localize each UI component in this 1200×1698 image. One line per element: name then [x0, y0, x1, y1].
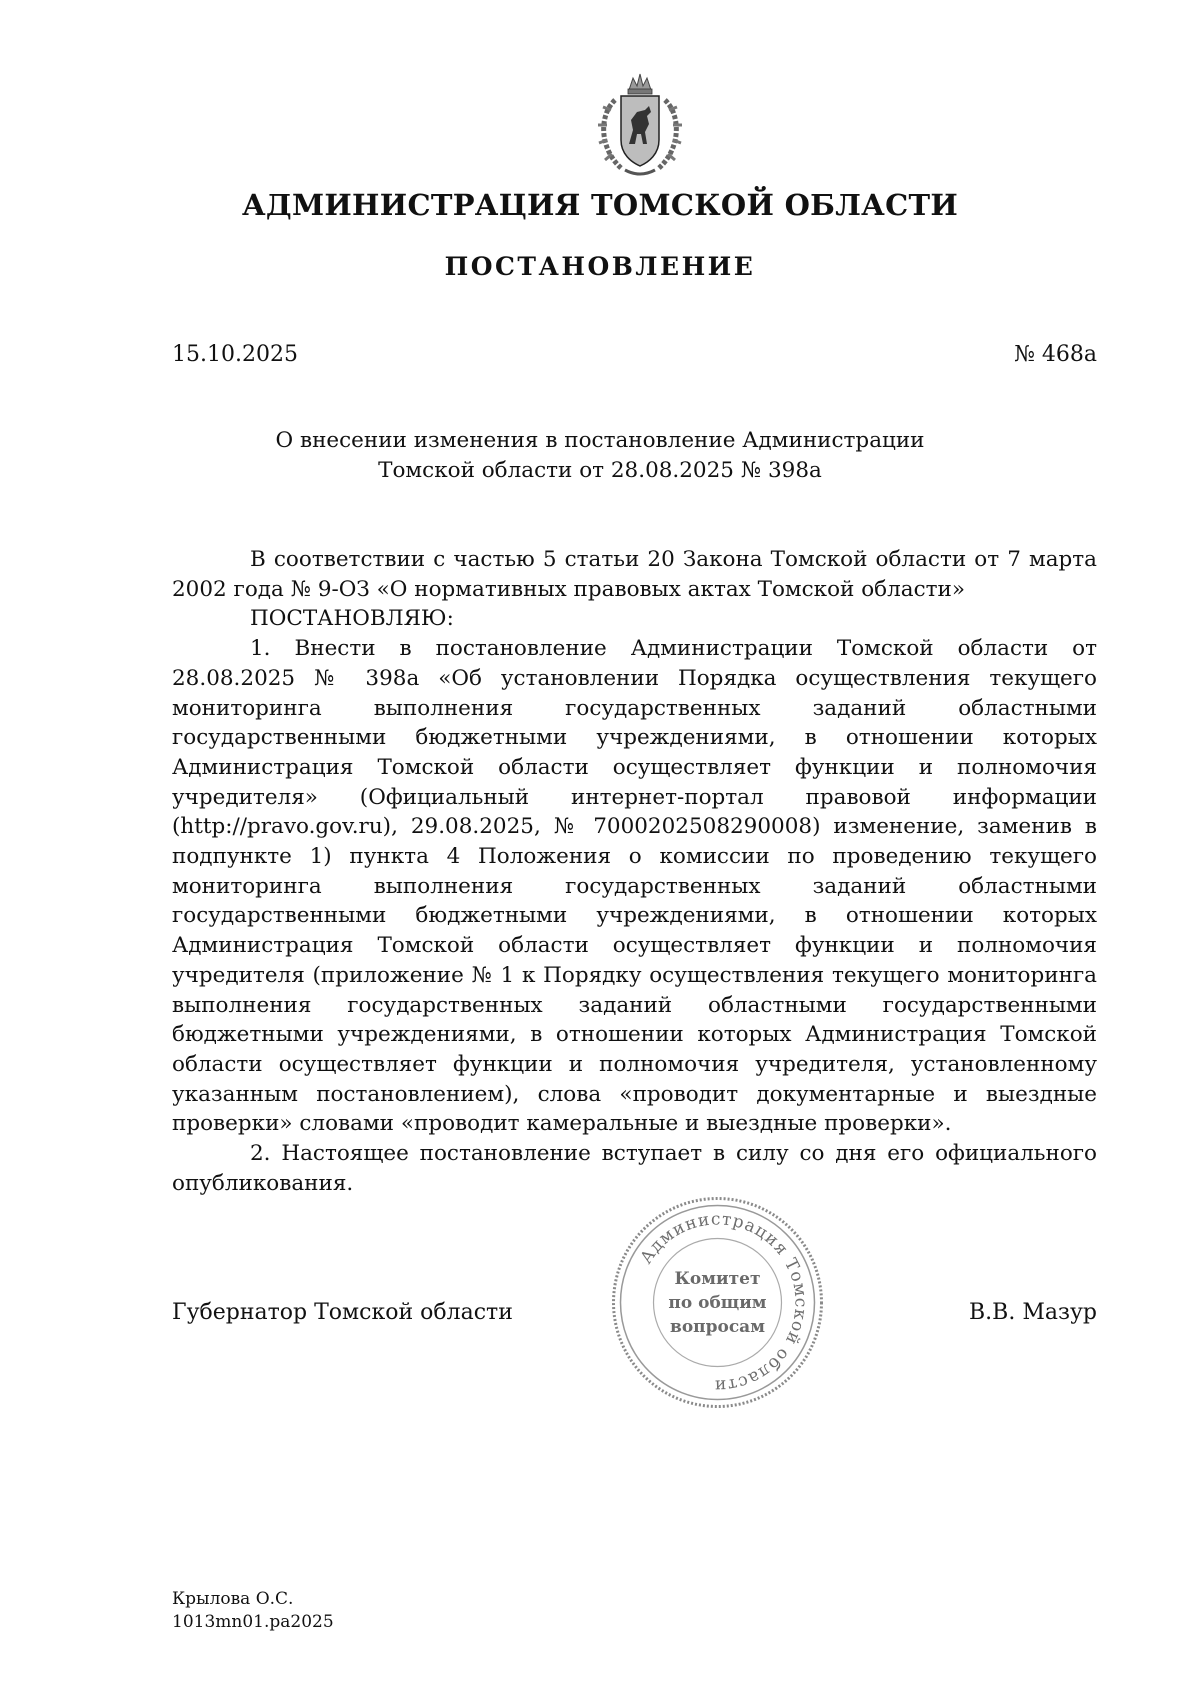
- stamp-center-line: Комитет: [674, 1269, 761, 1289]
- subject-line: Томской области от 28.08.2025 № 398а: [378, 458, 822, 483]
- signatory-name: В.В. Мазур: [969, 1300, 1097, 1325]
- coat-of-arms-icon: [585, 70, 695, 180]
- signatory-position: Губернатор Томской области: [172, 1300, 513, 1325]
- organization-title: АДМИНИСТРАЦИЯ ТОМСКОЙ ОБЛАСТИ: [241, 188, 959, 222]
- decree-word: ПОСТАНОВЛЯЮ:: [250, 606, 454, 632]
- item-paragraph: 1. Внести в постановление Администрации Томской области от 28.08.2025 № 398а «Об установлении Порядка осуществления текущего мониторинга выполнения государственных заданий областными государственными бюджетными учреждениями, в отношении которых Администрация Томской области осуществляет функции и полномочия учредителя» (Официальный интернет-портал правовой информации (http://pravo.gov.ru), 29.08.2025, № 7000202508290008) изменение, заменив в подпункте 1) пункта 4 Положения о комиссии по проведению текущего мониторинга выполнения государственных заданий областными государственными бюджетными учреждениями, в отношении которых Администрация Томской области осуществляет функции и полномочия учредителя (приложение № 1 к Порядку осуществления текущего мониторинга выполнения государственных заданий областными государственными бюджетными учреждениями, в отношении которых Администрация Томской области осуществляет функции и полномочия учредителя, установленному указанным постановлением), слова «проводит документарные и выездные проверки» словами «проводит камеральные и выездные проверки».: [172, 636, 1097, 1137]
- document-body: [172, 545, 1097, 1198]
- document-subject: [200, 426, 1000, 486]
- stamp-center-line: по общим: [668, 1293, 767, 1313]
- item-paragraph: 2. Настоящее постановление вступает в силу со дня его официального опубликования.: [172, 1141, 1097, 1196]
- preamble-paragraph: В соответствии с частью 5 статьи 20 Закона Томской области от 7 марта 2002 года № 9-ОЗ «О нормативных правовых актах Томской области»: [172, 547, 1097, 602]
- document-date: 15.10.2025: [172, 342, 298, 367]
- executor-block: [172, 1588, 334, 1634]
- executor-name: Крылова О.С.: [172, 1589, 294, 1609]
- stamp-ring-text: Администрация Томской области: [636, 1209, 811, 1396]
- stamp-center-line: вопросам: [670, 1317, 765, 1337]
- document-type: ПОСТАНОВЛЕНИЕ: [444, 252, 756, 281]
- document-code: 1013mn01.pa2025: [172, 1612, 334, 1632]
- subject-line: О внесении изменения в постановление Администрации: [275, 428, 925, 453]
- official-stamp: [610, 1195, 825, 1410]
- document-number: № 468а: [1014, 342, 1097, 367]
